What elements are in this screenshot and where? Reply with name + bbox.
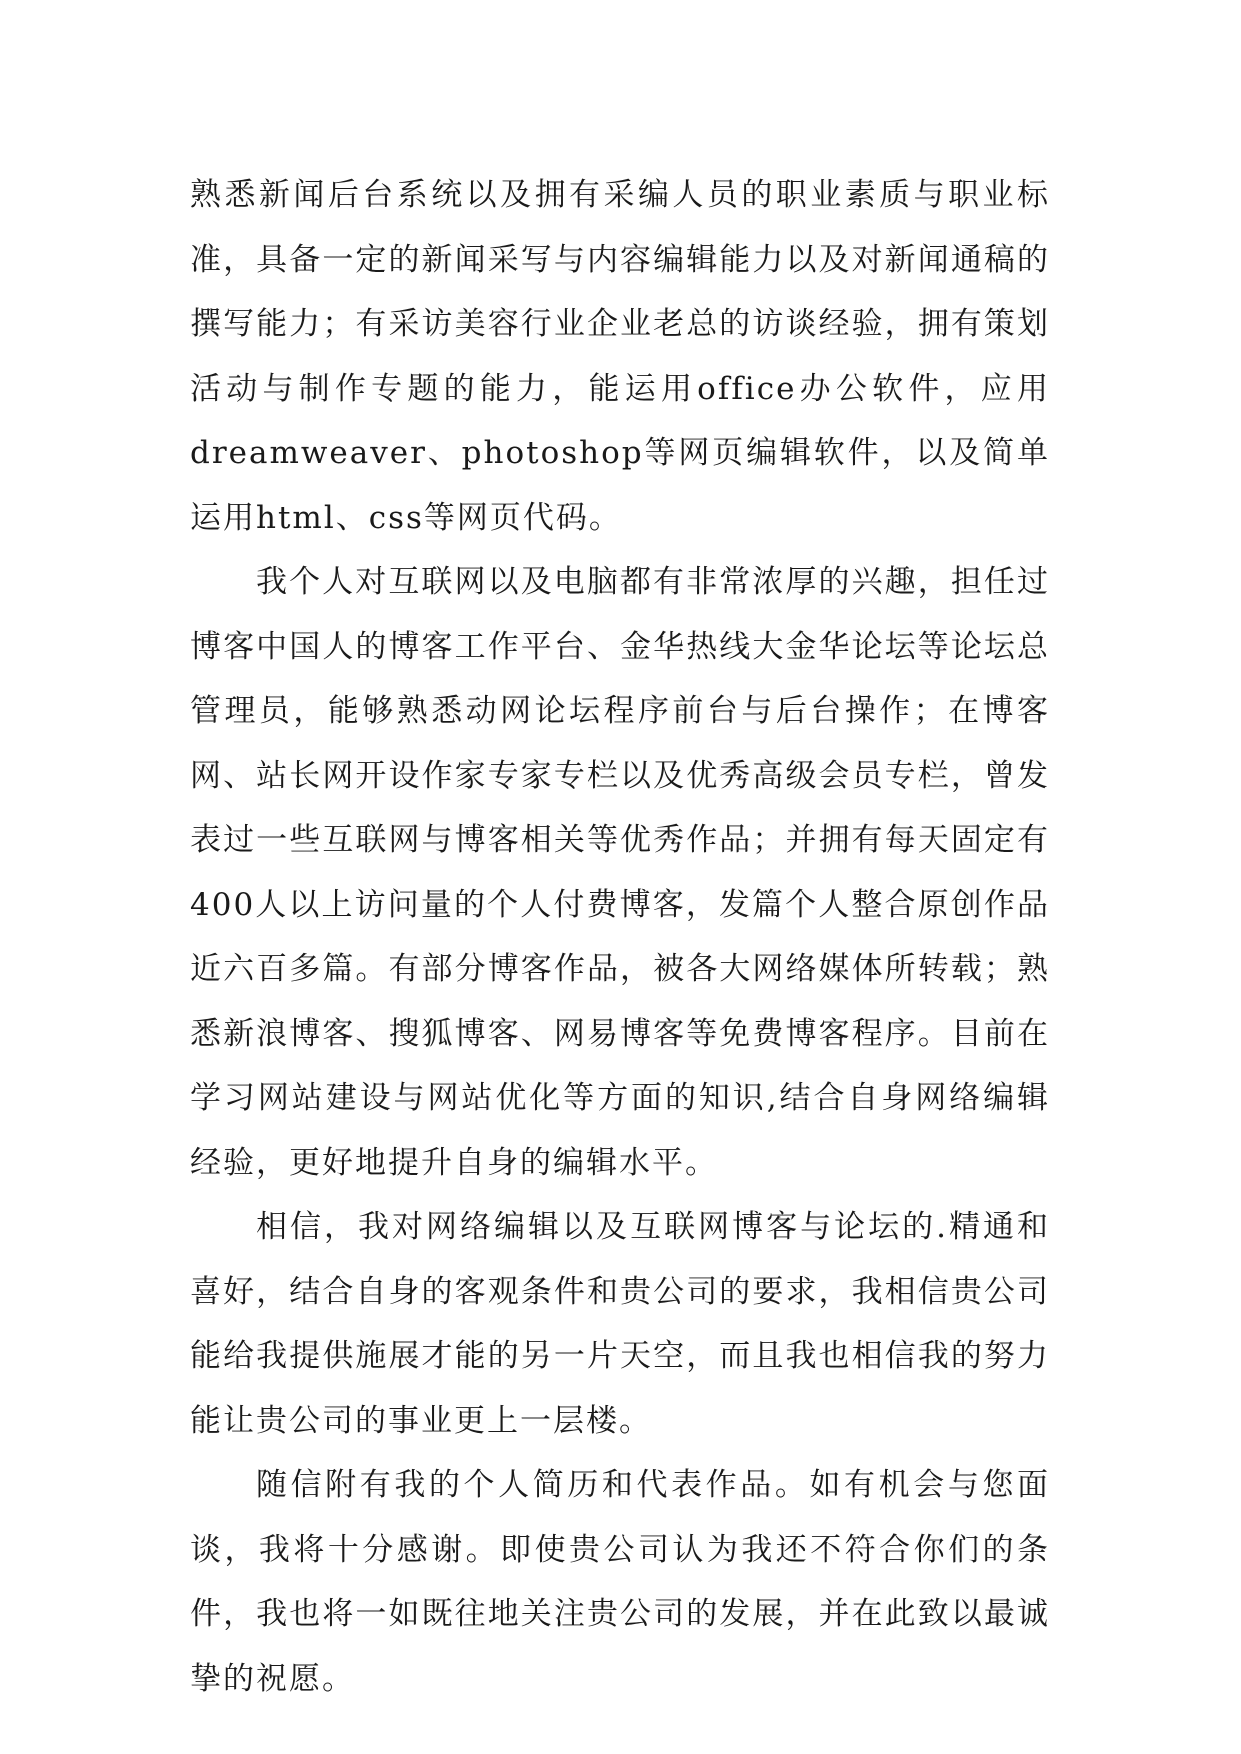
- letter-body: [190, 163, 1050, 1711]
- paragraph-skills: 熟悉新闻后台系统以及拥有采编人员的职业素质与职业标准，具备一定的新闻采写与内容编辑能力以及对新闻通稿的撰写能力；有采访美容行业企业老总的访谈经验，拥有策划活动与制作专题的能力，能运用office办公软件，应用dreamweaver、photoshop等网页编辑软件，以及简单运用html、css等网页代码。: [190, 177, 1050, 536]
- paragraph-internet-experience: 我个人对互联网以及电脑都有非常浓厚的兴趣，担任过博客中国人的博客工作平台、金华热线大金华论坛等论坛总管理员，能够熟悉动网论坛程序前台与后台操作；在博客网、站长网开设作家专家专栏以及优秀高级会员专栏，曾发表过一些互联网与博客相关等优秀作品；并拥有每天固定有400人以上访问量的个人付费博客，发篇个人整合原创作品近六百多篇。有部分博客作品，被各大网络媒体所转载；熟悉新浪博客、搜狐博客、网易博客等免费博客程序。目前在学习网站建设与网站优化等方面的知识,结合自身网络编辑经验，更好地提升自身的编辑水平。: [190, 564, 1050, 1181]
- paragraph-closing: 随信附有我的个人简历和代表作品。如有机会与您面谈，我将十分感谢。即使贵公司认为我还不符合你们的条件，我也将一如既往地关注贵公司的发展，并在此致以最诚挚的祝愿。: [190, 1467, 1050, 1697]
- paragraph-confidence: 相信，我对网络编辑以及互联网博客与论坛的.精通和喜好，结合自身的客观条件和贵公司的要求，我相信贵公司能给我提供施展才能的另一片天空，而且我也相信我的努力能让贵公司的事业更上一层楼。: [190, 1209, 1050, 1439]
